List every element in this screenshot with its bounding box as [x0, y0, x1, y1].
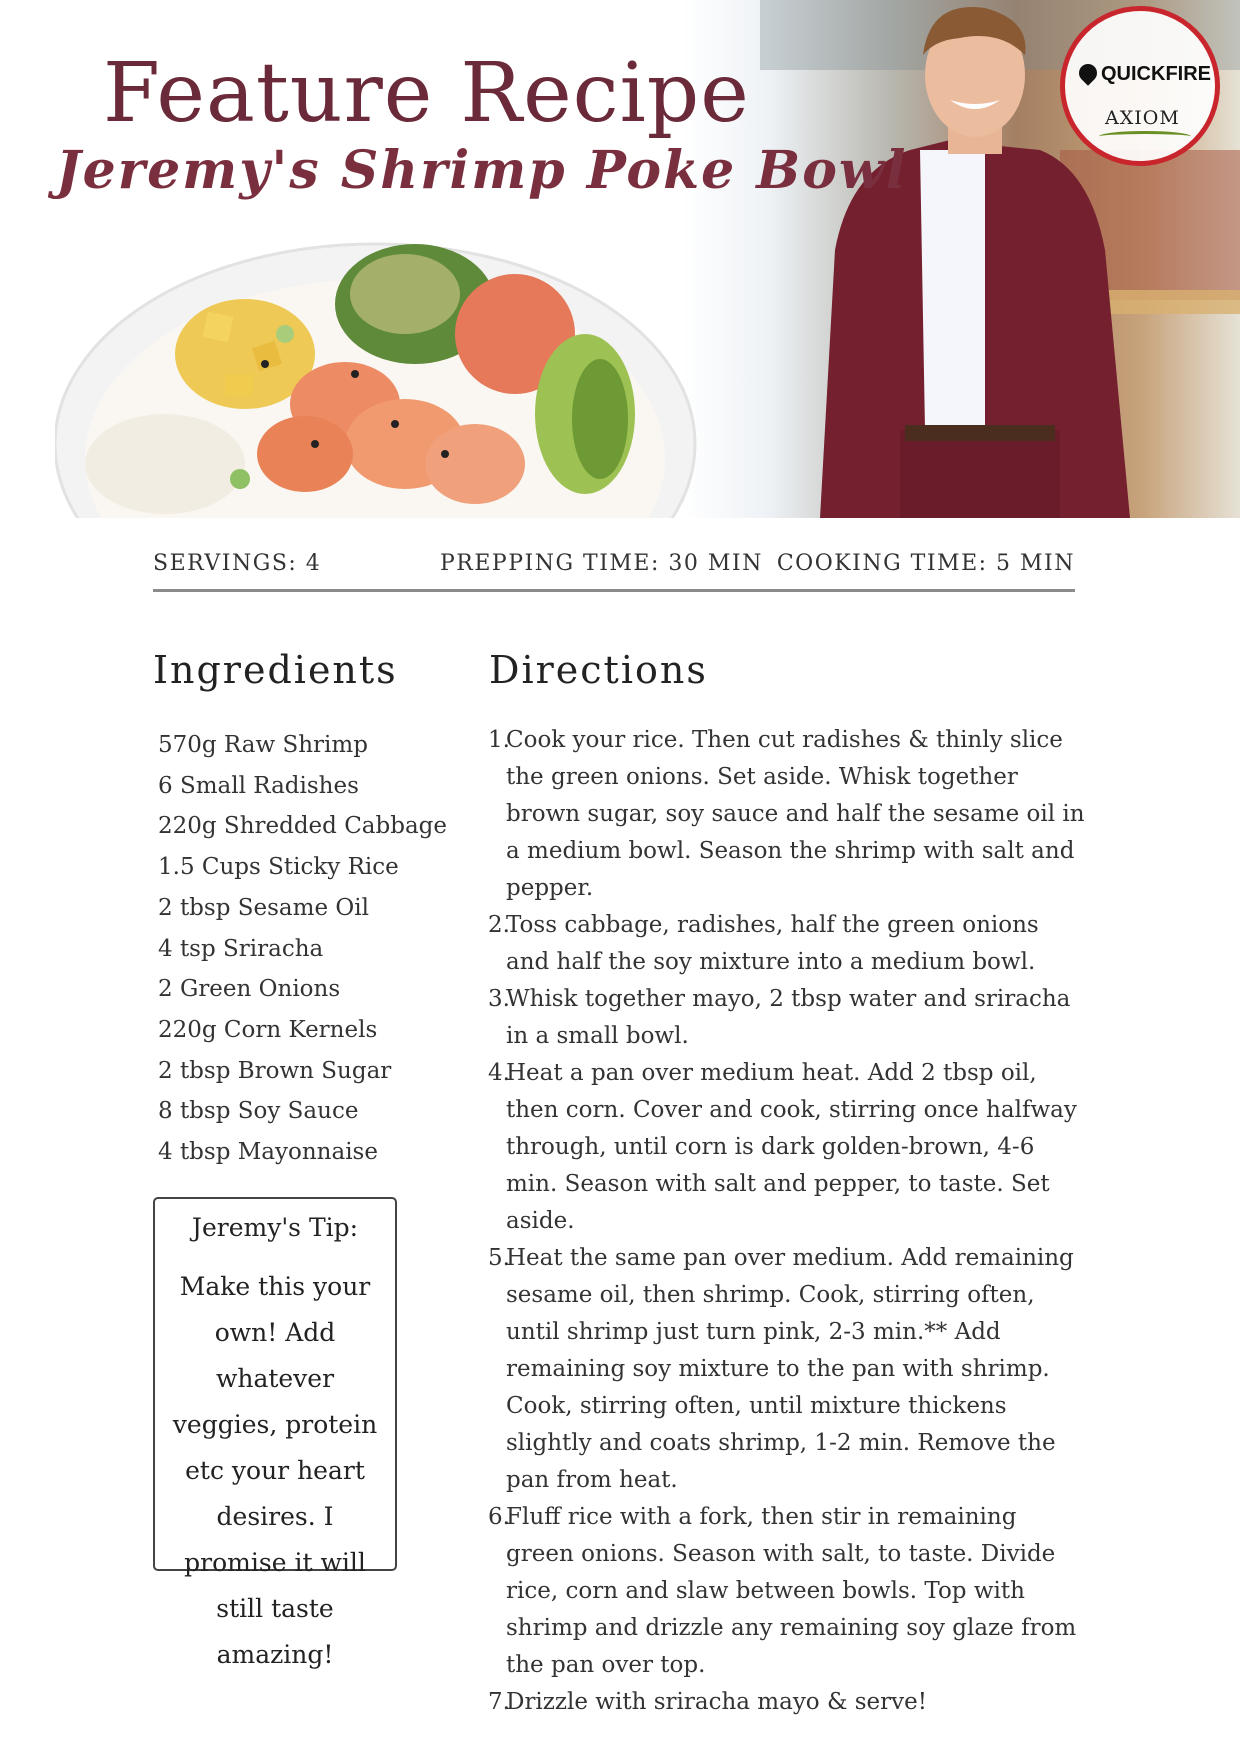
ingredient-item: 2 tbsp Brown Sugar	[158, 1057, 392, 1084]
direction-step	[488, 722, 1088, 907]
ingredients-list	[158, 725, 447, 1173]
prep-time-stat: PREPPING TIME: 30 MIN	[440, 551, 763, 576]
direction-step	[488, 907, 1088, 981]
ingredient-item: 570g Raw Shrimp	[158, 732, 368, 758]
step-number: 1.	[488, 727, 510, 753]
poke-bowl-photo	[55, 214, 755, 518]
step-text: Drizzle with sriracha mayo & serve!	[506, 1689, 928, 1715]
ingredient-item: 6 Small Radishes	[158, 772, 359, 799]
tip-title: Jeremy's Tip:	[191, 1213, 359, 1242]
logo-top-text: QUICKFIRE	[1101, 63, 1211, 85]
step-text: Heat the same pan over medium. Add remaining sesame oil, then shrimp. Cook, stirring often, until shrimp just turn pink, 2-3 min.** Add remaining soy mixture to the pan with shrimp. Cook, stirring often, until mixture thickens slightly and coats shrimp, 1-2 min. Remove the pan from heat.	[506, 1245, 1074, 1493]
ingredients-heading: Ingredients	[153, 648, 398, 692]
flame-drop-icon	[1075, 60, 1100, 85]
hero-banner	[0, 0, 1240, 518]
ingredient-item: 2 Green Onions	[158, 976, 341, 1003]
logo-wordmark-bottom: AXIOM	[1105, 107, 1180, 129]
step-number: 2.	[488, 912, 510, 938]
step-text: Toss cabbage, radishes, half the green onions and half the soy mixture into a medium bowl.	[506, 912, 1039, 975]
servings-stat: SERVINGS: 4	[153, 551, 322, 576]
recipe-subtitle: Jeremy's Shrimp Poke Bowl	[56, 140, 908, 201]
step-number: 6.	[488, 1504, 510, 1530]
step-text: Heat a pan over medium heat. Add 2 tbsp oil, then corn. Cover and cook, stirring once halfway through, until corn is dark golden-brown, 4-6 min. Season with salt and pepper, to taste. Set aside.	[506, 1060, 1077, 1234]
tip-box	[153, 1197, 397, 1669]
logo-swoosh-icon	[1099, 131, 1191, 142]
ingredient-item: 2 tbsp Sesame Oil	[158, 894, 369, 921]
step-number: 3.	[488, 986, 510, 1012]
tip-text: Make this your own! Add whatever veggies, protein etc your heart desires. I promise it will still taste amazing!	[172, 1272, 378, 1669]
ingredient-item: 220g Shredded Cabbage	[158, 813, 448, 840]
directions-heading: Directions	[489, 648, 708, 692]
step-text: Whisk together mayo, 2 tbsp water and sriracha in a small bowl.	[506, 986, 1071, 1049]
ingredient-item: 4 tbsp Mayonnaise	[158, 1139, 378, 1166]
direction-step	[488, 1055, 1088, 1240]
direction-step	[488, 1499, 1088, 1684]
recipe-stats-bar	[153, 545, 1075, 592]
step-number: 4.	[488, 1060, 510, 1086]
brand-logo	[1060, 6, 1220, 166]
step-text: Cook your rice. Then cut radishes & thinly slice the green onions. Set aside. Whisk together brown sugar, soy sauce and half the sesame oil in a medium bowl. Season the shrimp with salt and pepper.	[506, 727, 1085, 901]
step-number: 5.	[488, 1245, 510, 1271]
ingredient-item: 4 tsp Sriracha	[158, 935, 324, 962]
step-text: Fluff rice with a fork, then stir in remaining green onions. Season with salt, to taste. Divide rice, corn and slaw between bowls. Top with shrimp and drizzle any remaining soy glaze from the pan over top.	[506, 1504, 1077, 1678]
step-number: 7.	[488, 1689, 510, 1715]
direction-step	[488, 1684, 1088, 1721]
ingredient-item: 8 tbsp Soy Sauce	[158, 1098, 359, 1125]
direction-step	[488, 981, 1088, 1055]
logo-wordmark-top	[1079, 63, 1211, 86]
directions-list	[488, 722, 1088, 1721]
ingredient-item: 1.5 Cups Sticky Rice	[158, 854, 399, 881]
ingredient-item: 220g Corn Kernels	[158, 1016, 378, 1043]
cook-time-stat: COOKING TIME: 5 MIN	[776, 551, 1075, 576]
page-title: Feature Recipe	[103, 46, 750, 141]
direction-step	[488, 1240, 1088, 1499]
